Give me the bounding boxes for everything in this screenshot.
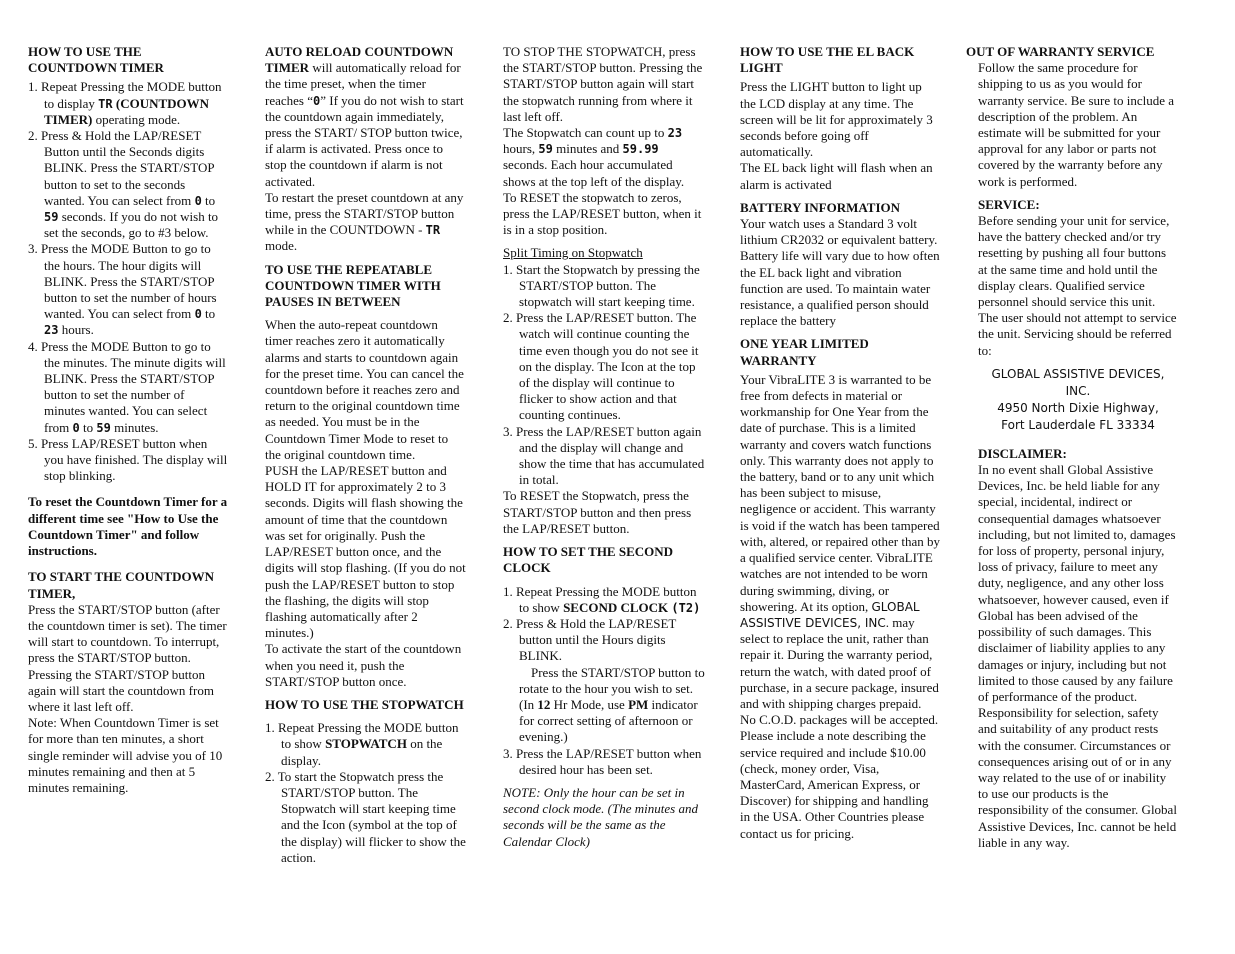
service-address xyxy=(966,366,1178,434)
address-line-street: 4950 North Dixie Highway, xyxy=(997,400,1159,415)
lcd-glyph: TR xyxy=(98,96,113,111)
step-text: on the display. xyxy=(281,736,443,768)
para-text: The Stopwatch can count up to xyxy=(503,125,668,141)
address-line-company: GLOBAL ASSISTIVE DEVICES, INC. xyxy=(991,366,1165,398)
countdown-steps xyxy=(28,79,228,484)
lcd-glyph: 59 xyxy=(44,210,59,225)
list-item xyxy=(28,339,228,436)
heading-stopwatch: HOW TO USE THE STOPWATCH xyxy=(265,696,464,712)
lcd-glyph: 23 xyxy=(44,323,59,338)
lcd-glyph: TR xyxy=(425,223,441,238)
stop-paragraph: TO STOP THE STOPWATCH, press the START/STOP button. Pressing the START/STOP button again will start the stopwatch running from where it last left off. xyxy=(503,44,703,124)
step-text: seconds. If you do not wish to set the seconds, go to #3 below. xyxy=(44,209,219,241)
heading-el-backlight: HOW TO USE THE EL BACK LIGHT xyxy=(740,44,915,76)
heading-battery: BATTERY INFORMATION xyxy=(740,199,901,215)
list-item xyxy=(28,79,228,128)
step-text: 2. Press & Hold the LAP/RESET Button until the Seconds digits BLINK. Press the START/STOP button to set to the seconds wanted. You can select from xyxy=(28,128,215,208)
heading-how-to-use-countdown: HOW TO USE THE COUNTDOWN TIMER xyxy=(28,44,164,76)
para-text: mode. xyxy=(265,238,298,254)
list-item: 2. Press the LAP/RESET button. The watch will continue counting the time even though you do not see it on the display. The Icon at the top of the display will continue to flicker to show action and that counting continues. xyxy=(503,310,699,423)
column-backlight-warranty xyxy=(740,44,940,842)
list-item: 2. To start the Stopwatch press the START/STOP button. The Stopwatch will start keeping time and the Icon (symbol at the top of the display) will flicker to show the action. xyxy=(265,768,466,865)
heading-out-of-warranty: OUT OF WARRANTY SERVICE xyxy=(966,44,1155,59)
lcd-glyph: (T2) xyxy=(671,600,701,615)
step-text: indicator for correct setting of afternoon or evening.) xyxy=(519,696,698,745)
battery-paragraph: Your watch uses a Standard 3 volt lithium CR2032 or equivalent battery. Battery life will vary due to how often the EL back light and vibration function are used. To maintain water resistance, a qualified person should replace the battery xyxy=(740,216,940,329)
column-auto-reload xyxy=(265,44,467,866)
column-service xyxy=(966,44,1178,851)
list-item: 1. Start the Stopwatch by pressing the START/STOP button. The stopwatch will start keeping time. xyxy=(503,261,700,310)
step-text: Hr Mode, use xyxy=(550,696,629,712)
service-paragraph: Before sending your unit for service, have the battery checked and/or try resetting by pushing all four buttons at the same time and hold until the display clears. Qualified service personnel should service this unit. The user should not attempt to service the unit. Servicing should be referred to: xyxy=(978,213,1177,358)
start-paragraph: Press the START/STOP button (after the countdown timer is set). The timer will start to countdown. To interrupt, press the START/STOP button. Pressing the START/STOP button again will start the countdown from where it last left off. xyxy=(28,601,227,714)
step-text: 3. Press the MODE Button to go to the hours. The hour digits will BLINK. Press the START/STOP button to set the number of hours wanted. You can select from xyxy=(28,241,217,322)
lcd-glyph: 23 xyxy=(667,126,683,141)
step-text: Press the START/STOP button to rotate to the hour you wish to set. (In xyxy=(519,664,705,712)
step-bold: SECOND CLOCK xyxy=(563,599,669,615)
split-reset-paragraph: To RESET the Stopwatch, press the START/STOP button and then press the LAP/RESET button. xyxy=(503,488,692,536)
step-bold: (COUNTDOWN TIMER) xyxy=(44,95,210,127)
split-steps xyxy=(503,262,706,489)
heading-warranty: ONE YEAR LIMITED WARRANTY xyxy=(740,336,869,368)
step-text: 1. Repeat Pressing the MODE button to display xyxy=(28,79,222,111)
para-text: Your VibraLITE 3 is warranted to be free from defects in material or workmanship for One Year from the date of purchase. This is a limited warranty and covers watch functions only. This warranty does not apply to the battery, band or to any unit which has been subject to misuse, negligence or accident. This warranty is void if the watch has been tampered with, altered, or repaired other than by a qualified service center. VibraLITE watches are not intended to be worn during swimming, diving, or showering. At its option, xyxy=(740,371,940,614)
count-paragraph xyxy=(503,125,706,190)
column-stopwatch xyxy=(503,44,706,850)
address-line-city: Fort Lauderdale FL 33334 xyxy=(1001,417,1155,432)
lcd-glyph: 0 xyxy=(194,307,202,322)
company-name: GLOBAL ASSISTIVE DEVICES, INC xyxy=(740,599,920,630)
step-text: to xyxy=(201,192,216,208)
step-text: operating mode. xyxy=(92,111,181,127)
step-text: 2. Press & Hold the LAP/RESET button until the Hours digits BLINK. xyxy=(503,615,677,664)
split-timing-heading: Split Timing on Stopwatch xyxy=(503,245,643,261)
reset-paragraph: To RESET the stopwatch to zeros, press the LAP/RESET button, when it is in a stop position. xyxy=(503,189,702,238)
para-text: seconds. Each hour accumulated shows at the top left of the display. xyxy=(503,157,685,189)
heading-disclaimer: DISCLAIMER: xyxy=(978,445,1067,461)
reset-note: To reset the Countdown Timer for a different time see "How to Use the Countdown Timer" and follow instructions. xyxy=(28,494,228,559)
step-text: to xyxy=(201,306,216,322)
step-text: to xyxy=(79,419,97,435)
push-paragraph: PUSH the LAP/RESET button and HOLD IT for approximately 2 to 3 seconds. Digits will flash showing the amount of time that the countdown was set for originally. Push the LAP/RESET button once, and the digits will stop flashing. (If you do not push the LAP/RESET button to stop the flashing, the digits will stop flashing automatically after 2 minutes.) xyxy=(265,463,466,641)
list-item xyxy=(265,720,467,769)
para-text: . may select to replace the unit, rather than repair it. During the warranty period, return the watch, with dated proof of purchase, in a secure package, insured and with shipping charges prepaid. No C.O.D. packages will be accepted. Please include a note describing the service required and include $10.00 (check, money order, Visa, MasterCard, American Express, or Discover) for shipping and handling in the USA. Other Countries please contact us for pricing. xyxy=(740,614,939,841)
stopwatch-steps xyxy=(265,720,467,866)
list-item xyxy=(503,584,706,616)
lcd-glyph: 59 xyxy=(96,420,111,435)
list-item: 5. Press LAP/RESET button when you have finished. The display will stop blinking. xyxy=(28,435,228,484)
para-text: hours, xyxy=(503,141,539,157)
step-bold: 12 xyxy=(537,696,551,712)
note-paragraph: Note: When Countdown Timer is set for more than ten minutes, a short single reminder will advise you of 10 minutes remaining and then at 5 minutes remaining. xyxy=(28,715,223,795)
lcd-glyph: 59.99 xyxy=(622,142,659,157)
column-countdown xyxy=(28,44,228,796)
lcd-glyph: 0 xyxy=(72,420,80,435)
oow-paragraph: Follow the same procedure for shipping to us as you would for warranty service. Be sure to include a description of the problem. An estimate will be submitted for your approval for any labor or parts not covered by the warranty before any work is performed. xyxy=(978,60,1175,189)
lcd-glyph: 0 xyxy=(194,193,202,208)
heading-start-countdown: TO START THE COUNTDOWN TIMER, xyxy=(28,569,215,601)
heading-second-clock: HOW TO SET THE SECOND CLOCK xyxy=(503,544,674,576)
para-text: minutes and xyxy=(552,141,623,157)
heading-repeatable-countdown: TO USE THE REPEATABLE COUNTDOWN TIMER WITH PAUSES IN BETWEEN xyxy=(265,261,441,310)
list-item xyxy=(28,128,228,241)
list-item: 3. Press the LAP/RESET button when desired hour has been set. xyxy=(503,745,702,777)
auto-reload-heading: AUTO RELOAD COUNTDOWN TIMER xyxy=(265,44,454,76)
step-text: 1. Repeat Pressing the MODE button to show xyxy=(503,583,697,615)
repeat-paragraph: When the auto-repeat countdown timer reaches zero it automatically alarms and starts to countdown again for the preset time. You can cancel the countdown before it reaches zero and return to the original countdown time as needed. You must be in the Countdown Timer Mode to reset to the original countdown time. xyxy=(265,317,464,462)
auto-reload-paragraph xyxy=(265,44,467,190)
activate-paragraph: To activate the start of the countdown when you need it, push the START/STOP button once. xyxy=(265,641,462,689)
restart-paragraph xyxy=(265,190,467,255)
step-bold: STOPWATCH xyxy=(325,736,407,752)
list-item xyxy=(28,241,228,338)
second-clock-note: NOTE: Only the hour can be set in second clock mode. (The minutes and seconds will be the same as the Calendar Clock) xyxy=(503,784,698,849)
para-text: will automatically reload for the time preset, when the timer reaches “ xyxy=(265,60,461,108)
el-paragraph-2: The EL back light will flash when an alarm is activated xyxy=(740,160,933,192)
para-text: ” If you do not wish to start the countdown again immediately, press the START/ STOP button twice, if alarm is activated. Press once to stop the countdown if alarm is not activated. xyxy=(265,92,464,189)
disclaimer-paragraph: In no event shall Global Assistive Devices, Inc. be held liable for any special, incidental, indirect or consequential damages whatsoever including, but not limited to, damages for loss of property, personal injury, loss of privacy, failure to meet any duty, negligence, and any other loss whatsoever, however caused, even if Global has been advised of the possibility of such damages. This disclaimer of liability applies to any damages or injury, including but not limited to those caused by any failure of performance of the product. Responsibility for selection, safety and suitability of any product rests with the consumer. Circumstances or consequences arising out of or in any way related to the use of or inability to use our products is the responsibility of the consumer. Global Assistive Devices, Inc. cannot be held liable in any way. xyxy=(978,462,1177,850)
list-item: 3. Press the LAP/RESET button again and the display will change and show the time that has accumulated in total. xyxy=(503,423,705,488)
list-item xyxy=(503,616,706,746)
step-text: hours. xyxy=(58,322,94,338)
step-bold: PM xyxy=(628,696,649,712)
para-text: To restart the preset countdown at any time, press the START/STOP button while in the COUNTDOWN - xyxy=(265,189,464,238)
step-text: 4. Press the MODE Button to go to the minutes. The minute digits will BLINK. Press the START/STOP button to set the number of minutes wanted. You can select from xyxy=(28,338,226,435)
step-text: minutes. xyxy=(110,419,159,435)
second-clock-steps xyxy=(503,584,706,778)
lcd-glyph: 0 xyxy=(313,93,321,108)
el-paragraph: Press the LIGHT button to light up the LCD display at any time. The screen will be lit for approximately 3 seconds before going off automatically. xyxy=(740,79,933,160)
heading-service: SERVICE: xyxy=(978,196,1040,212)
lcd-glyph: 59 xyxy=(538,142,553,157)
step-text: 1. Repeat Pressing the MODE button to show xyxy=(265,720,459,752)
warranty-paragraph xyxy=(740,372,940,842)
